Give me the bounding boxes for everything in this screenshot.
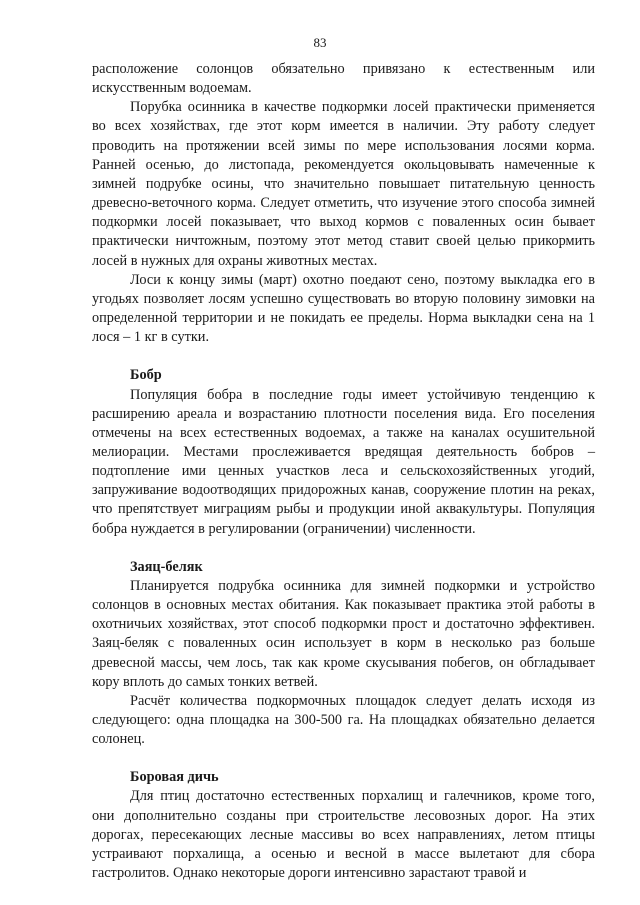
paragraph: Планируется подрубка осинника для зимней подкормки и устройство солонцов в основных местах обитания. Как показывает практика этой работы в охотничьих хозяйствах, этот способ подкормки прост и достаточно эффективен. Заяц-беляк с поваленных осин использует в корм в несколько раз больше древесной массы, чем лось, так как кроме скусывания побегов, он обгладывает кору вплоть до самых тонких ветвей.	[92, 577, 595, 690]
paragraph: расположение солонцов обязательно привязано к естественным или искусственным водоемам.	[92, 61, 595, 97]
paragraph: Расчёт количества подкормочных площадок следует делать исходя из следующего: одна площадка на 300-500 га. На площадках обязательно делается солонец.	[92, 692, 595, 748]
paragraph: Порубка осинника в качестве подкормки лосей практически применяется во всех хозяйствах, где этот корм имеется в наличии. Эту работу следует проводить на протяжении всей зимы по мере использования лосями корма. Ранней осенью, до листопада, рекомендуется окольцовывать намеченные к зимней подрубке осины, что значительно повышает питательную ценность древесно-веточного корма. Следует отметить, что изучение этого способа зимней подкормки лосей показывает, что выход кормов с поваленных осин бывает практически ничтожным, поэтому этот метод ставит своей целью прикормить лосей в нужных для охраны животных местах.	[92, 99, 595, 269]
paragraph: Для птиц достаточно естественных порхалищ и галечников, кроме того, они дополнительно созданы при строительстве лесовозных дорог. На этих дорогах, пересекающих лесные массивы во всех направлениях, летом птицы устраивают порхалища, а осенью и весной в массе вылетают для сбора гастролитов. Однако некоторые дороги интенсивно зарастают травой и	[92, 788, 595, 882]
document-body	[92, 60, 595, 883]
paragraph: Популяция бобра в последние годы имеет устойчивую тенденцию к расширению ареала и возрастанию плотности поселения вида. Его поселения отмечены на всех естественных водоемах, а также на каналах осушительной мелиорации. Местами прослеживается вредящая деятельность бобров – подтопление ими ценных участков леса и сельскохозяйственных угодий, запруживание водоотводящих придорожных канав, сооружение плотин на реках, что препятствует миграциям рыбы и продукции иной аквакультуры. Популяция бобра нуждается в регулировании (ограничении) численности.	[92, 386, 595, 537]
paragraph: Лоси к концу зимы (март) охотно поедают сено, поэтому выкладка его в угодьях позволяет лосям успешно существовать во вторую половину зимовки на определенной территории и не покидать ее пределы. Норма выкладки сена на 1 лося – 1 кг в сутки.	[92, 271, 595, 346]
section-heading-grouse: Боровая дичь	[130, 769, 219, 786]
page-number: 83	[313, 35, 327, 50]
section-heading-beaver: Бобр	[130, 367, 162, 384]
section-heading-hare: Заяц-беляк	[130, 558, 203, 575]
